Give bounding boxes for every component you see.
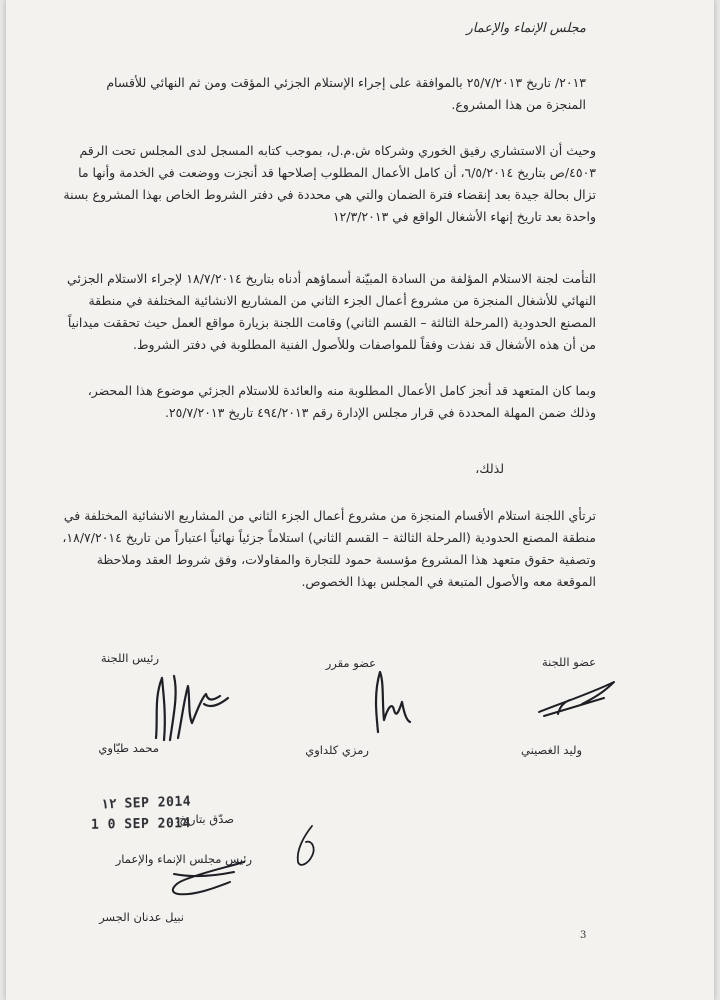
chair-title: رئيس اللجنة	[100, 651, 159, 665]
paragraph-1: ٢٠١٣/ تاريخ ٢٥/٧/٢٠١٣ بالموافقة على إجراء الإستلام الجزئي المؤقت ومن ثم النهائي للأقسام المنجزة من هذا المشروع.	[106, 75, 586, 112]
paragraph-decision: ترتأي اللجنة استلام الأقسام المنجزة من مشروع أعمال الجزء الثاني من المشاريع الانشائية المختلفة في منطقة المصنع الحدودية (المرحلة الثالثة – القسم الثاني) استلاماً جزئياً نهائياً اعتباراً من تاريخ ١٨/٧/٢٠١٤، وتصفية حقوق متعهد هذا المشروع مؤسسة حمود للتجارة والمقاولات، وفق شروط العقد وملاحظة الموقعة معه والأصول المتبعة في المجلس بهذا الخصوص.	[62, 508, 596, 589]
paragraph-3: التأمت لجنة الاستلام المؤلفة من السادة المبيّنة أسماؤهم أدناه بتاريخ ١٨/٧/٢٠١٤ لإجراء الاستلام الجزئي النهائي للأشغال المنجزة من مشروع أعمال الجزء الثاني من المشاريع الانشائية المختلفة في منطقة المصنع الحدودية (المرحلة الثالثة – القسم الثاني) وقامت اللجنة بزيارة مواقع العمل حيث تحققت ميدانياً من أن هذه الأشغال قد نفذت وفقاً للمواصفات وللأصول الفنية المطلوبة في دفتر الشروط.	[67, 271, 596, 352]
rapporteur-signature	[358, 662, 428, 742]
council-president-title: رئيس مجلس الإنماء والإعمار	[115, 852, 252, 866]
member-name: وليد الغصيني	[521, 743, 582, 757]
certification-label: صدّق بتاريخ:	[175, 812, 234, 826]
president-signature	[154, 854, 254, 904]
letterhead-title: مجلس الإنماء والإعمار	[466, 21, 586, 36]
page-number: 3	[580, 930, 587, 941]
paragraph-therefore: لذلك،	[475, 461, 504, 476]
member-signature	[534, 672, 624, 722]
council-president-name: نبيل عدنان الجسر	[99, 910, 184, 924]
member-title: عضو اللجنة	[542, 655, 596, 669]
rapporteur-title: عضو مقرر	[325, 656, 376, 670]
date-stamp-received: ١٢ SEP 2014	[100, 794, 192, 813]
certification-mark	[282, 822, 332, 872]
chair-signature	[144, 668, 239, 748]
date-stamp-certified: 1 0 SEP 2014	[90, 816, 192, 833]
chair-name: محمد طيّاوي	[98, 741, 159, 755]
document-page	[6, 0, 714, 1000]
rapporteur-name: رمزي كلداوي	[305, 743, 369, 757]
paragraph-4: وبما كان المتعهد قد أنجز كامل الأعمال المطلوبة منه والعائدة للاستلام الجزئي موضوع هذا المحضر، وذلك ضمن المهلة المحددة في قرار مجلس الإدارة رقم ٤٩٤/٢٠١٣ تاريخ ٢٥/٧/٢٠١٣.	[87, 383, 596, 420]
paragraph-2: وحيث أن الاستشاري رفيق الخوري وشركاه ش.م.ل، بموجب كتابه المسجل لدى المجلس تحت الرقم ٤٥٠٣/ص بتاريخ ٦/٥/٢٠١٤، أن كامل الأعمال المطلوب إصلاحها قد أنجزت ووضعت في الخدمة وأنها ما تزال بحالة جيدة بعد إنقضاء فترة الضمان والتي هي محددة في دفتر الشروط الخاص بهذا المشروع بسنة واحدة بعد تاريخ إنهاء الأشغال الواقع في ١٢/٣/٢٠١٣	[63, 143, 596, 224]
